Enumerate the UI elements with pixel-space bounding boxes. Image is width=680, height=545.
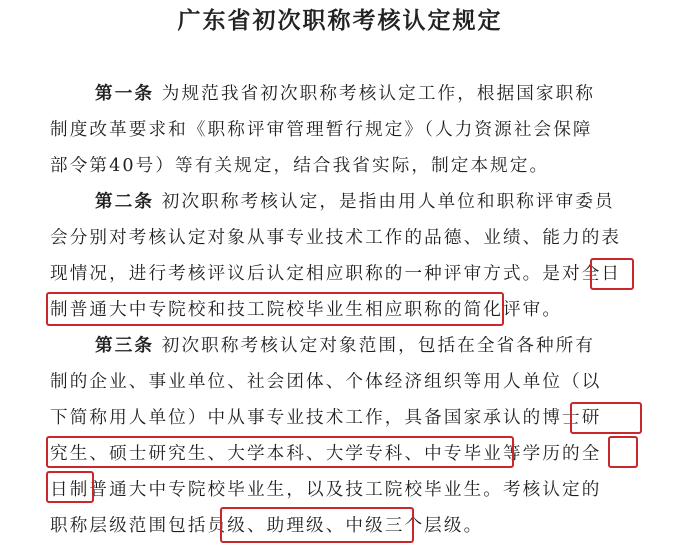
article-2-line-1: 第二条 初次职称考核认定，是指由用人单位和职称评审委员 (95, 191, 615, 212)
article-3-line-3: 下简称用人单位）中从事专业技术工作，具备国家承认的博士研 (50, 408, 602, 428)
article-1-heading: 第一条 (95, 83, 155, 104)
article-1-line-1: 第一条 为规范我省初次职称考核认定工作，根据国家职称 (95, 83, 596, 104)
article-3-heading: 第三条 (95, 335, 155, 356)
article-2-heading: 第二条 (95, 191, 155, 212)
document-title: 广东省初次职称考核认定规定 (177, 7, 503, 34)
article-3-line-5: 日制普通大中专院校毕业生，以及技工院校毕业生。考核认定的 (50, 480, 602, 500)
article-2-line-2: 会分别对考核认定对象从事专业技术工作的品德、业绩、能力的表 (50, 228, 622, 248)
article-2-line-4: 制普通大中专院校和技工院校毕业生相应职称的简化评审。 (50, 300, 563, 320)
article-3-line-1: 第三条 初次职称考核认定对象范围，包括在全省各种所有 (95, 335, 596, 356)
article-2-line-3: 现情况，进行考核评议后认定相应职称的一种评审方式。是对全日 (50, 264, 622, 284)
article-1-line-3: 部令第40号）等有关规定，结合我省实际，制定本规定。 (50, 156, 550, 176)
article-3-line-6: 职称层级范围包括员级、助理级、中级三个层级。 (50, 516, 484, 536)
article-1-line-2: 制度改革要求和《职称评审管理暂行规定》（人力资源社会保障 (50, 120, 593, 140)
article-3-line-4: 究生、硕士研究生、大学本科、大学专科、中专毕业等学历的全 (50, 444, 602, 464)
article-3-line-2: 制的企业、事业单位、社会团体、个体经济组织等用人单位（以 (50, 372, 602, 392)
highlight-box-full-time-2 (608, 436, 638, 468)
